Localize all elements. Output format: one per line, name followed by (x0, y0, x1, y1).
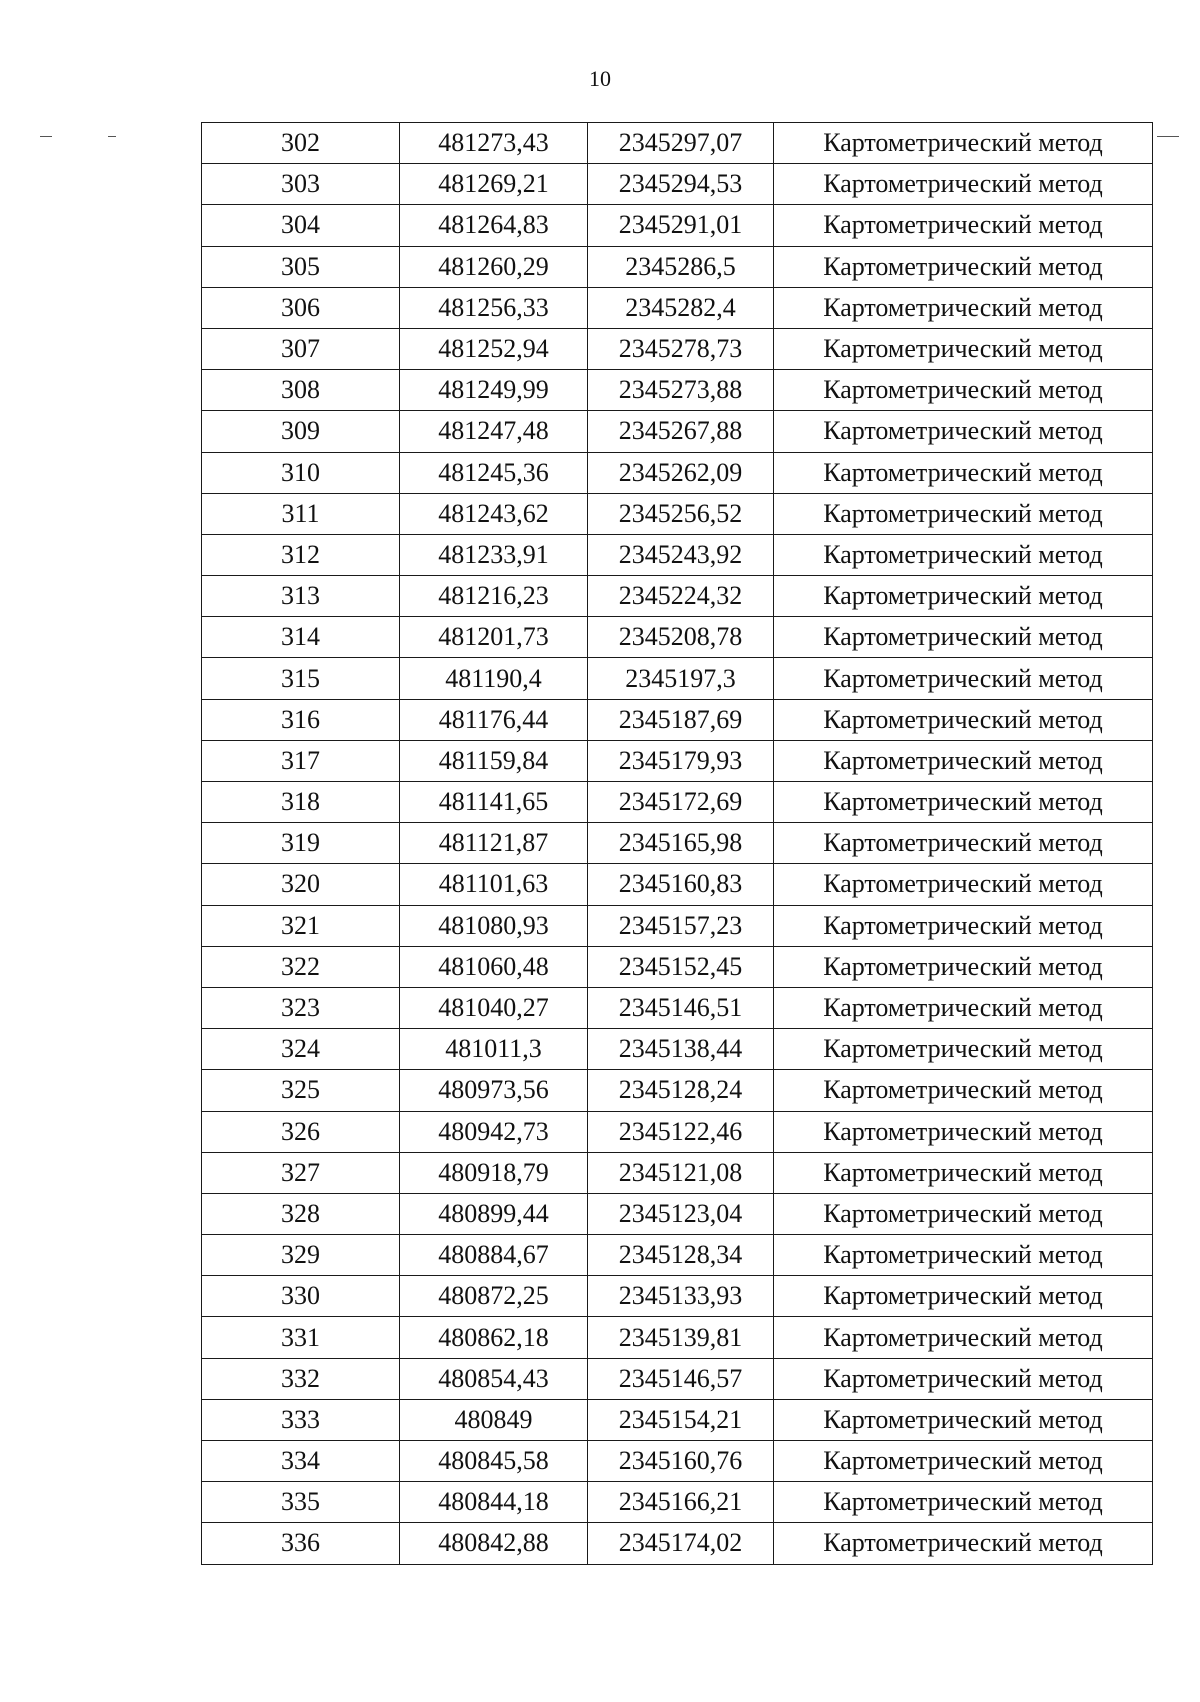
table-row (202, 1235, 1153, 1276)
method-cell: Картометрический метод (774, 287, 1153, 328)
y-coordinate-cell: 2345165,98 (588, 823, 774, 864)
method-cell: Картометрический метод (774, 617, 1153, 658)
method-cell: Картометрический метод (774, 370, 1153, 411)
y-coordinate-cell: 2345273,88 (588, 370, 774, 411)
y-coordinate-cell: 2345122,46 (588, 1111, 774, 1152)
y-coordinate-cell: 2345138,44 (588, 1029, 774, 1070)
y-coordinate-cell: 2345291,01 (588, 205, 774, 246)
x-coordinate-cell: 481252,94 (400, 328, 588, 369)
point-number-cell: 331 (202, 1317, 400, 1358)
table-body (202, 123, 1153, 1565)
y-coordinate-cell: 2345133,93 (588, 1276, 774, 1317)
point-number-cell: 311 (202, 493, 400, 534)
y-coordinate-cell: 2345179,93 (588, 740, 774, 781)
method-cell: Картометрический метод (774, 946, 1153, 987)
point-number-cell: 330 (202, 1276, 400, 1317)
table-row (202, 1523, 1153, 1564)
point-number-cell: 321 (202, 905, 400, 946)
point-number-cell: 317 (202, 740, 400, 781)
x-coordinate-cell: 481233,91 (400, 534, 588, 575)
y-coordinate-cell: 2345139,81 (588, 1317, 774, 1358)
table-row (202, 534, 1153, 575)
point-number-cell: 334 (202, 1441, 400, 1482)
point-number-cell: 324 (202, 1029, 400, 1070)
point-number-cell: 313 (202, 576, 400, 617)
y-coordinate-cell: 2345282,4 (588, 287, 774, 328)
x-coordinate-cell: 481011,3 (400, 1029, 588, 1070)
y-coordinate-cell: 2345128,34 (588, 1235, 774, 1276)
x-coordinate-cell: 481201,73 (400, 617, 588, 658)
point-number-cell: 336 (202, 1523, 400, 1564)
table-row (202, 946, 1153, 987)
point-number-cell: 312 (202, 534, 400, 575)
method-cell: Картометрический метод (774, 699, 1153, 740)
method-cell: Картометрический метод (774, 123, 1153, 164)
method-cell: Картометрический метод (774, 658, 1153, 699)
method-cell: Картометрический метод (774, 534, 1153, 575)
method-cell: Картометрический метод (774, 1317, 1153, 1358)
table-row (202, 823, 1153, 864)
table-row (202, 1152, 1153, 1193)
table-row (202, 1193, 1153, 1234)
y-coordinate-cell: 2345154,21 (588, 1399, 774, 1440)
method-cell: Картометрический метод (774, 452, 1153, 493)
method-cell: Картометрический метод (774, 1070, 1153, 1111)
x-coordinate-cell: 481243,62 (400, 493, 588, 534)
scan-mark (108, 136, 116, 137)
point-number-cell: 327 (202, 1152, 400, 1193)
table-row (202, 1070, 1153, 1111)
y-coordinate-cell: 2345267,88 (588, 411, 774, 452)
point-number-cell: 310 (202, 452, 400, 493)
table-row (202, 1276, 1153, 1317)
x-coordinate-cell: 481264,83 (400, 205, 588, 246)
point-number-cell: 320 (202, 864, 400, 905)
point-number-cell: 322 (202, 946, 400, 987)
scan-mark (1157, 136, 1179, 137)
x-coordinate-cell: 480899,44 (400, 1193, 588, 1234)
y-coordinate-cell: 2345286,5 (588, 246, 774, 287)
y-coordinate-cell: 2345197,3 (588, 658, 774, 699)
y-coordinate-cell: 2345208,78 (588, 617, 774, 658)
table-row (202, 1029, 1153, 1070)
table-row (202, 123, 1153, 164)
method-cell: Картометрический метод (774, 1276, 1153, 1317)
table-row (202, 740, 1153, 781)
method-cell: Картометрический метод (774, 493, 1153, 534)
x-coordinate-cell: 481256,33 (400, 287, 588, 328)
table-row (202, 370, 1153, 411)
point-number-cell: 318 (202, 782, 400, 823)
table-row (202, 205, 1153, 246)
scan-mark (40, 136, 52, 137)
table-row (202, 905, 1153, 946)
x-coordinate-cell: 481260,29 (400, 246, 588, 287)
point-number-cell: 332 (202, 1358, 400, 1399)
x-coordinate-cell: 480862,18 (400, 1317, 588, 1358)
x-coordinate-cell: 481216,23 (400, 576, 588, 617)
table-row (202, 1111, 1153, 1152)
method-cell: Картометрический метод (774, 164, 1153, 205)
y-coordinate-cell: 2345172,69 (588, 782, 774, 823)
method-cell: Картометрический метод (774, 1029, 1153, 1070)
point-number-cell: 335 (202, 1482, 400, 1523)
method-cell: Картометрический метод (774, 782, 1153, 823)
x-coordinate-cell: 480844,18 (400, 1482, 588, 1523)
point-number-cell: 328 (202, 1193, 400, 1234)
point-number-cell: 304 (202, 205, 400, 246)
method-cell: Картометрический метод (774, 1152, 1153, 1193)
table-row (202, 1441, 1153, 1482)
table-row (202, 699, 1153, 740)
point-number-cell: 319 (202, 823, 400, 864)
method-cell: Картометрический метод (774, 740, 1153, 781)
method-cell: Картометрический метод (774, 1399, 1153, 1440)
y-coordinate-cell: 2345146,57 (588, 1358, 774, 1399)
point-number-cell: 323 (202, 987, 400, 1028)
point-number-cell: 307 (202, 328, 400, 369)
point-number-cell: 309 (202, 411, 400, 452)
method-cell: Картометрический метод (774, 411, 1153, 452)
x-coordinate-cell: 480872,25 (400, 1276, 588, 1317)
x-coordinate-cell: 481040,27 (400, 987, 588, 1028)
point-number-cell: 305 (202, 246, 400, 287)
method-cell: Картометрический метод (774, 864, 1153, 905)
x-coordinate-cell: 481273,43 (400, 123, 588, 164)
table-row (202, 576, 1153, 617)
table-row (202, 1358, 1153, 1399)
point-number-cell: 302 (202, 123, 400, 164)
method-cell: Картометрический метод (774, 1482, 1153, 1523)
y-coordinate-cell: 2345262,09 (588, 452, 774, 493)
y-coordinate-cell: 2345157,23 (588, 905, 774, 946)
method-cell: Картометрический метод (774, 823, 1153, 864)
method-cell: Картометрический метод (774, 987, 1153, 1028)
x-coordinate-cell: 480845,58 (400, 1441, 588, 1482)
x-coordinate-cell: 480849 (400, 1399, 588, 1440)
x-coordinate-cell: 481060,48 (400, 946, 588, 987)
x-coordinate-cell: 481245,36 (400, 452, 588, 493)
x-coordinate-cell: 481101,63 (400, 864, 588, 905)
point-number-cell: 329 (202, 1235, 400, 1276)
point-number-cell: 326 (202, 1111, 400, 1152)
table-row (202, 452, 1153, 493)
table-row (202, 782, 1153, 823)
x-coordinate-cell: 481159,84 (400, 740, 588, 781)
method-cell: Картометрический метод (774, 246, 1153, 287)
point-number-cell: 303 (202, 164, 400, 205)
x-coordinate-cell: 480842,88 (400, 1523, 588, 1564)
coordinates-table (201, 122, 1153, 1565)
point-number-cell: 316 (202, 699, 400, 740)
page-number: 10 (589, 66, 611, 91)
y-coordinate-cell: 2345174,02 (588, 1523, 774, 1564)
x-coordinate-cell: 480942,73 (400, 1111, 588, 1152)
y-coordinate-cell: 2345243,92 (588, 534, 774, 575)
table-row (202, 328, 1153, 369)
y-coordinate-cell: 2345166,21 (588, 1482, 774, 1523)
point-number-cell: 308 (202, 370, 400, 411)
x-coordinate-cell: 481121,87 (400, 823, 588, 864)
table-row (202, 246, 1153, 287)
method-cell: Картометрический метод (774, 1193, 1153, 1234)
y-coordinate-cell: 2345278,73 (588, 328, 774, 369)
x-coordinate-cell: 480884,67 (400, 1235, 588, 1276)
y-coordinate-cell: 2345123,04 (588, 1193, 774, 1234)
table-row (202, 287, 1153, 328)
method-cell: Картометрический метод (774, 1441, 1153, 1482)
table-row (202, 1317, 1153, 1358)
method-cell: Картометрический метод (774, 328, 1153, 369)
method-cell: Картометрический метод (774, 576, 1153, 617)
x-coordinate-cell: 481080,93 (400, 905, 588, 946)
y-coordinate-cell: 2345121,08 (588, 1152, 774, 1193)
y-coordinate-cell: 2345224,32 (588, 576, 774, 617)
x-coordinate-cell: 481269,21 (400, 164, 588, 205)
x-coordinate-cell: 481247,48 (400, 411, 588, 452)
point-number-cell: 325 (202, 1070, 400, 1111)
table-row (202, 411, 1153, 452)
x-coordinate-cell: 480973,56 (400, 1070, 588, 1111)
point-number-cell: 333 (202, 1399, 400, 1440)
y-coordinate-cell: 2345146,51 (588, 987, 774, 1028)
method-cell: Картометрический метод (774, 1523, 1153, 1564)
method-cell: Картометрический метод (774, 1111, 1153, 1152)
y-coordinate-cell: 2345256,52 (588, 493, 774, 534)
table-row (202, 493, 1153, 534)
table-row (202, 864, 1153, 905)
table-row (202, 164, 1153, 205)
y-coordinate-cell: 2345187,69 (588, 699, 774, 740)
y-coordinate-cell: 2345160,83 (588, 864, 774, 905)
method-cell: Картометрический метод (774, 1235, 1153, 1276)
point-number-cell: 306 (202, 287, 400, 328)
x-coordinate-cell: 481176,44 (400, 699, 588, 740)
table-row (202, 1399, 1153, 1440)
point-number-cell: 315 (202, 658, 400, 699)
x-coordinate-cell: 480918,79 (400, 1152, 588, 1193)
table-row (202, 987, 1153, 1028)
x-coordinate-cell: 481249,99 (400, 370, 588, 411)
x-coordinate-cell: 481190,4 (400, 658, 588, 699)
method-cell: Картометрический метод (774, 905, 1153, 946)
y-coordinate-cell: 2345160,76 (588, 1441, 774, 1482)
table-row (202, 658, 1153, 699)
table-row (202, 1482, 1153, 1523)
x-coordinate-cell: 481141,65 (400, 782, 588, 823)
table-row (202, 617, 1153, 658)
method-cell: Картометрический метод (774, 1358, 1153, 1399)
x-coordinate-cell: 480854,43 (400, 1358, 588, 1399)
y-coordinate-cell: 2345128,24 (588, 1070, 774, 1111)
y-coordinate-cell: 2345152,45 (588, 946, 774, 987)
y-coordinate-cell: 2345297,07 (588, 123, 774, 164)
y-coordinate-cell: 2345294,53 (588, 164, 774, 205)
method-cell: Картометрический метод (774, 205, 1153, 246)
point-number-cell: 314 (202, 617, 400, 658)
